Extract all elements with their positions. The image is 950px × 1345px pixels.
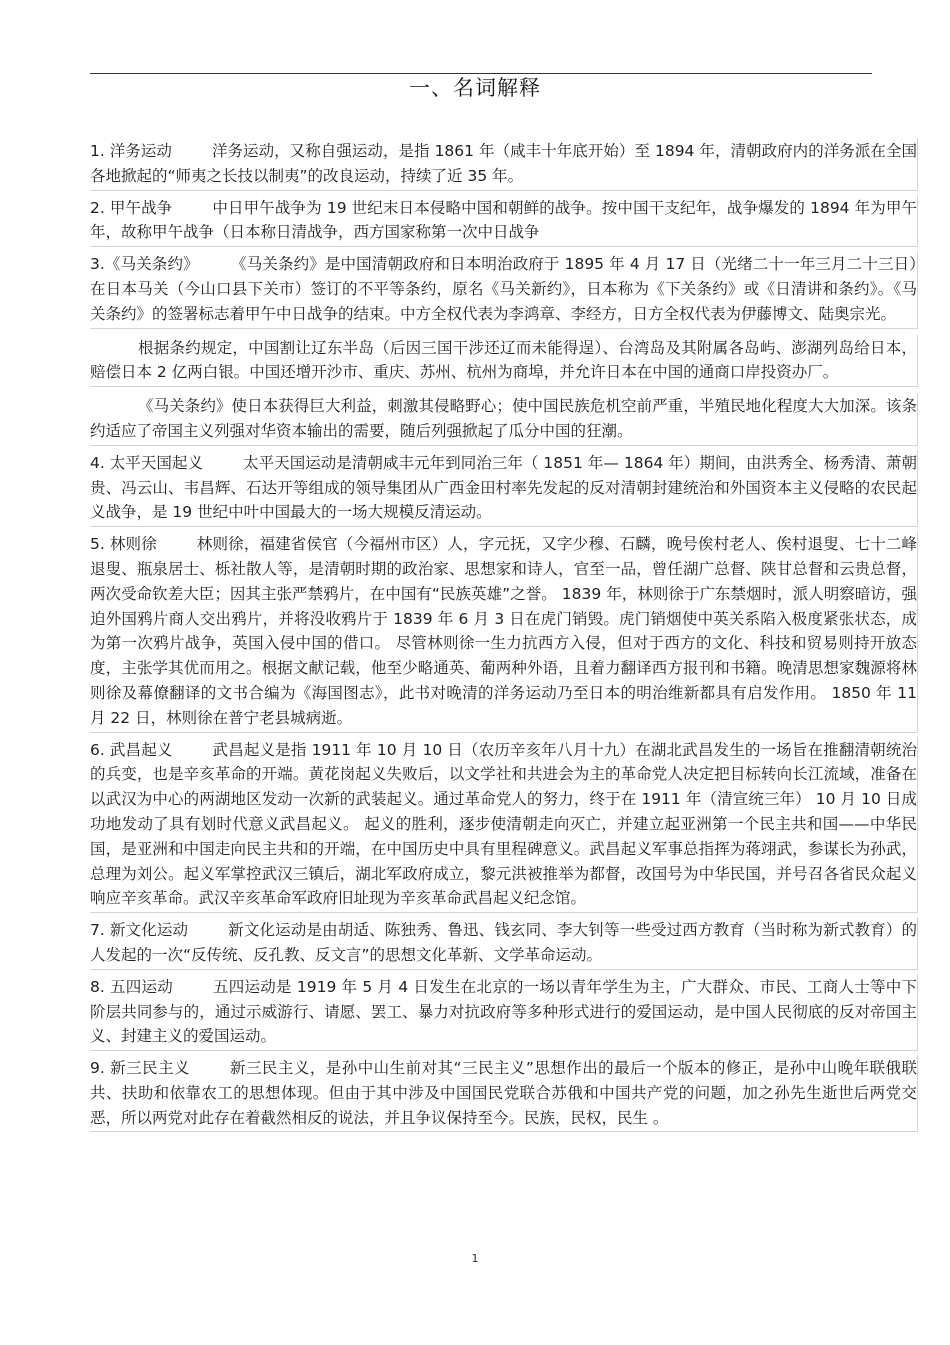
entry-new-culture-movement [90, 917, 918, 970]
entry-paragraph [90, 196, 917, 246]
entry-yangwu-movement [90, 138, 918, 191]
entry-term: 2. 甲午战争 [90, 198, 173, 217]
entry-taiping-rebellion [90, 450, 918, 527]
entry-term: 9. 新三民主义 [90, 1059, 190, 1078]
entry-paragraph [90, 532, 917, 730]
page-number: 1 [471, 1252, 479, 1265]
entry-definition: 中日甲午战争为 19 世纪末日本侵略中国和朝鲜的战争。按中国干支纪年，战争爆发的 1894 年为甲午年，故称甲午战争（日本称日清战争，西方国家称第一次中日战争 [90, 198, 917, 242]
entry-sino-japanese-war [90, 195, 918, 248]
entry-definition: 新三民主义，是孙中山生前对其“三民主义”思想作出的最后一个版本的修正，是孙中山晚年联俄联共、扶助和依靠农工的思想体现。但由于其中涉及中国国民党联合苏俄和中国共产党的问题，加之孙先生逝世后两党交恶，所以两党对此存在着截然相反的说法，并且争议保持至今。民族，民权，民生 。 [90, 1059, 917, 1127]
entry-definition: 《马关条约》是中国清朝政府和日本明治政府于 1895 年 4 月 17 日（光绪二十一年三月二十三日）在日本马关（今山口县下关市）签订的不平等条约，原名《马关新约》，日本称为《下关条约》或《日清讲和条约》。《马关条约》的签署标志着甲午中日战争的结束。中方全权代表为李鸿章、李经方，日方全权代表为伊藤博文、陆奥宗光。 [90, 255, 917, 323]
entry-wuchang-uprising [90, 737, 918, 914]
entry-treaty-impact [90, 393, 918, 446]
entry-definition: 太平天国运动是清朝咸丰元年到同治三年（ 1851 年— 1864 年）期间，由洪秀全、杨秀清、萧朝贵、冯云山、韦昌辉、石达开等组成的领导集团从广西金田村率先发起的反对清朝封建统治和外国资本主义侵略的农民起义战争，是 19 世纪中叶中国最大的一场大规模反清运动。 [90, 453, 917, 522]
entry-paragraph [90, 918, 917, 968]
entry-term: 8. 五四运动 [90, 977, 173, 996]
entry-term: 6. 武昌起义 [90, 740, 173, 759]
entry-paragraph [90, 975, 917, 1049]
entry-definition: 新文化运动是由胡适、陈独秀、鲁迅、钱玄同、李大钊等一些受过西方教育（当时称为新式教育）的人发起的一次“反传统、反孔教、反文言”的思想文化革新、文学革命运动。 [90, 921, 917, 964]
entry-lin-zexu [90, 531, 918, 732]
entry-term: 1. 洋务运动 [90, 142, 172, 160]
entry-paragraph [90, 252, 917, 326]
entry-paragraph: 《马关条约》使日本获得巨大利益，刺激其侵略野心；使中国民族危机空前严重，半殖民地化程度大大加深。该条约适应了帝国主义列强对华资本输出的需要，随后列强掀起了瓜分中国的狂潮。 [90, 397, 917, 440]
entry-paragraph [90, 738, 917, 912]
entry-paragraph [90, 1056, 917, 1130]
entry-term: 4. 太平天国起义 [90, 453, 204, 472]
entry-paragraph [90, 451, 917, 525]
entry-definition: 洋务运动，又称自强运动，是指 1861 年（咸丰十年底开始）至 1894 年，清朝政府内的洋务派在全国各地掀起的“师夷之长技以制夷”的改良运动，持续了近 35 年。 [90, 142, 917, 185]
entry-paragraph [90, 139, 917, 189]
glossary-list [90, 138, 918, 1136]
entry-term: 7. 新文化运动 [90, 921, 189, 940]
entry-new-three-principles [90, 1055, 918, 1132]
entry-term: 5. 林则徐 [90, 535, 157, 554]
page-title: 一、名词解释 [409, 76, 541, 100]
entry-paragraph: 根据条约规定，中国割让辽东半岛（后因三国干涉还辽而未能得逞）、台湾岛及其附属各岛屿、澎湖列岛给日本，赔偿日本 2 亿两白银。中国还增开沙市、重庆、苏州、杭州为商埠，并允许日本在中国的通商口岸投资办厂。 [90, 338, 917, 382]
entry-definition: 五四运动是 1919 年 5 月 4 日发生在北京的一场以青年学生为主，广大群众、市民、工商人士等中下阶层共同参与的，通过示威游行、请愿、罢工、暴力对抗政府等多种形式进行的爱国运动，是中国人民彻底的反对帝国主义、封建主义的爱国运动。 [90, 977, 917, 1046]
entry-definition: 林则徐，福建省侯官（今福州市区）人，字元抚，又字少穆、石麟，晚号俟村老人、俟村退叟、七十二峰退叟、瓶泉居士、栎社散人等，是清朝时期的政治家、思想家和诗人，官至一品，曾任湖广总督、陕甘总督和云贵总督，两次受命钦差大臣；因其主张严禁鸦片，在中国有“民族英雄”之誉。 1839 年，林则徐于广东禁烟时，派人明察暗访，强迫外国鸦片商人交出鸦片，并将没收鸦片于 1839 年 6 月 3 日在虎门销毁。虎门销烟使中英关系陷入极度紧张状态，成为第一次鸦片战争，英国入侵中国的借口。 尽管林则徐一生力抗西方入侵，但对于西方的文化、科技和贸易则持开放态度，主张学其优而用之。根据文献记载，他至少略通英、葡两种外语，且着力翻译西方报刊和书籍。晚清思想家魏源将林则徐及幕僚翻译的文书合编为《海国图志》，此书对晚清的洋务运动乃至日本的明治维新都具有启发作用。 1850 年 11 月 22 日，林则徐在普宁老县城病逝。 [90, 535, 917, 727]
entry-term: 3.《马关条约》 [90, 255, 199, 274]
entry-may-fourth-movement [90, 974, 918, 1051]
entry-definition: 武昌起义是指 1911 年 10 月 10 日（农历辛亥年八月十九）在湖北武昌发生的一场旨在推翻清朝统治的兵变，也是辛亥革命的开端。黄花岗起义失败后，以文学社和共进会为主的革命党人决定把目标转向长江流域，准备在以武汉为中心的两湖地区发动一次新的武装起义。通过革命党人的努力，终于在 1911 年（清宣统三年） 10 月 10 日成功地发动了具有划时代意义武昌起义。 起义的胜利，逐步使清朝走向灭亡，并建立起亚洲第一个民主共和国——中华民国，是亚洲和中国走向民主共和的开端，在中国历史中具有里程碑意义。武昌起义军事总指挥为蒋翊武，参谋长为孙武，总理为刘公。起义军掌控武汉三镇后，湖北军政府成立，黎元洪被推举为都督，改国号为中华民国，并号召各省民众起义响应辛亥革命。武汉辛亥革命军政府旧址现为辛亥革命武昌起义纪念馆。 [90, 740, 917, 908]
entry-treaty-terms [90, 335, 918, 388]
entry-treaty-of-shimonoseki [90, 251, 918, 328]
